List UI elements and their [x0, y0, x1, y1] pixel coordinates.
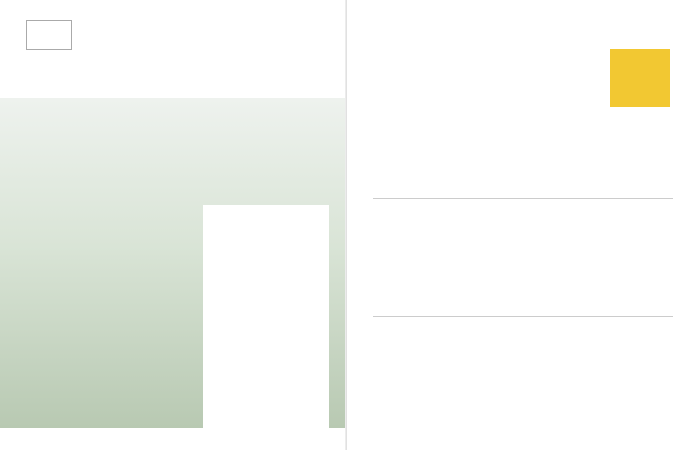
- info-box: [610, 49, 670, 107]
- doctor-photo: [0, 98, 346, 428]
- article-box: [203, 205, 329, 428]
- section-divider: [373, 316, 673, 317]
- right-page: [347, 0, 694, 450]
- logo-placeholder: [26, 20, 72, 50]
- left-page: [0, 0, 346, 450]
- section-divider: [373, 198, 673, 199]
